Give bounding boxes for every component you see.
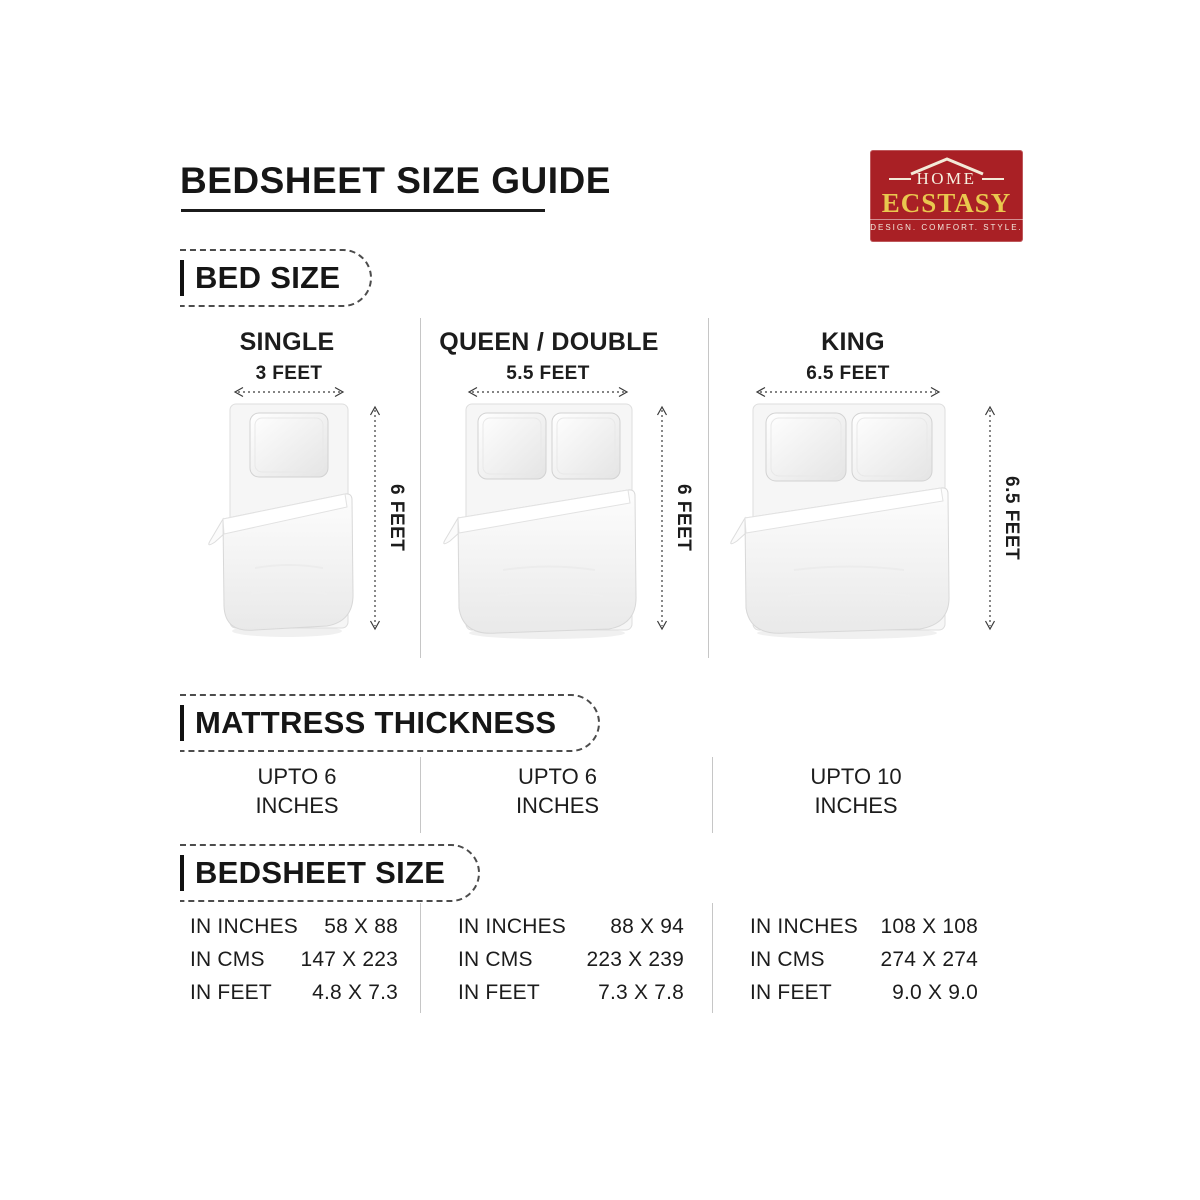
- table-row: [190, 976, 398, 1009]
- column-divider: [420, 757, 421, 833]
- column-divider: [420, 318, 421, 658]
- king-bed-illustration: [750, 400, 948, 640]
- row-value: 274 X 274: [880, 947, 978, 971]
- row-label: IN INCHES: [458, 914, 566, 938]
- column-divider: [712, 757, 713, 833]
- section-label-bed-size: BED SIZE: [195, 260, 341, 295]
- logo-home-line-right: [982, 178, 1004, 180]
- bed-width-label: 3 FEET: [255, 363, 323, 384]
- page-title: BEDSHEET SIZE GUIDE: [180, 160, 611, 201]
- table-row: [458, 976, 684, 1009]
- row-label: IN CMS: [458, 947, 533, 971]
- row-value: 147 X 223: [300, 947, 398, 971]
- bed-height-label-wrap: [672, 402, 694, 634]
- row-label: IN FEET: [190, 980, 272, 1004]
- logo-tagline: DESIGN. COMFORT. STYLE.: [866, 219, 1027, 232]
- height-arrow-icon: [369, 402, 381, 634]
- bed-height-label-wrap: [1000, 402, 1022, 634]
- table-row: [458, 910, 684, 943]
- section-header-bed-size: [180, 249, 372, 307]
- section-label-mattress-thickness: MATTRESS THICKNESS: [195, 705, 557, 740]
- row-label: IN INCHES: [750, 914, 858, 938]
- bed-width-label: 5.5 FEET: [506, 363, 590, 384]
- mattress-value-line2: INCHES: [255, 793, 339, 818]
- title-underline: [181, 209, 545, 212]
- single-bed-illustration: [227, 400, 351, 638]
- row-value: 108 X 108: [880, 914, 978, 938]
- bedsheet-table-column: [458, 910, 684, 1009]
- row-label: IN CMS: [750, 947, 825, 971]
- bed-type-label: KING: [821, 328, 885, 356]
- width-arrow-icon: [230, 386, 348, 398]
- logo-brand-name: ECSTASY: [881, 188, 1012, 218]
- mattress-value-line1: UPTO 6: [257, 764, 337, 789]
- row-label: IN FEET: [458, 980, 540, 1004]
- section-header-mattress-thickness: [180, 694, 600, 752]
- row-value: 88 X 94: [610, 914, 684, 938]
- table-row: [750, 976, 978, 1009]
- logo-home-line-left: [889, 178, 911, 180]
- row-label: IN FEET: [750, 980, 832, 1004]
- row-value: 4.8 X 7.3: [312, 980, 398, 1004]
- mattress-thickness-value: [180, 762, 414, 820]
- section-accent-bar: [180, 855, 184, 891]
- table-row: [190, 943, 398, 976]
- table-row: [190, 910, 398, 943]
- table-row: [750, 943, 978, 976]
- section-label-bedsheet-size: BEDSHEET SIZE: [195, 855, 446, 890]
- bed-height-label: 6 FEET: [673, 484, 694, 552]
- bed-height-label-wrap: [385, 402, 407, 634]
- mattress-value-line1: UPTO 10: [810, 764, 902, 789]
- mattress-thickness-value: [430, 762, 685, 820]
- bedsheet-table-column: [750, 910, 978, 1009]
- logo-home-row: [889, 169, 1003, 189]
- height-arrow-icon: [984, 402, 996, 634]
- section-header-bedsheet-size: [180, 844, 480, 902]
- home-ecstasy-logo: [870, 150, 1023, 242]
- bed-type-label: QUEEN / DOUBLE: [439, 328, 659, 356]
- mattress-value-line2: INCHES: [814, 793, 898, 818]
- table-row: [750, 910, 978, 943]
- section-accent-bar: [180, 260, 184, 296]
- row-value: 9.0 X 9.0: [892, 980, 978, 1004]
- row-value: 7.3 X 7.8: [598, 980, 684, 1004]
- mattress-value-line2: INCHES: [515, 793, 600, 818]
- bed-width-label: 6.5 FEET: [806, 363, 890, 384]
- width-arrow-icon: [752, 386, 944, 398]
- column-divider: [712, 903, 713, 1013]
- logo-home-text: HOME: [916, 169, 977, 188]
- bed-type-label: SINGLE: [239, 328, 335, 356]
- mattress-value-line1: UPTO 6: [517, 764, 598, 789]
- table-row: [458, 943, 684, 976]
- column-divider: [708, 318, 709, 658]
- section-accent-bar: [180, 705, 184, 741]
- bedsheet-table-column: [190, 910, 398, 1009]
- row-label: IN CMS: [190, 947, 265, 971]
- column-divider: [420, 903, 421, 1013]
- row-value: 223 X 239: [586, 947, 684, 971]
- height-arrow-icon: [656, 402, 668, 634]
- bed-height-label: 6.5 FEET: [1001, 475, 1022, 561]
- bed-height-label: 6 FEET: [386, 484, 407, 552]
- mattress-thickness-value: [720, 762, 992, 820]
- row-label: IN INCHES: [190, 914, 298, 938]
- width-arrow-icon: [464, 386, 632, 398]
- row-value: 58 X 88: [324, 914, 398, 938]
- queen-bed-illustration: [463, 400, 635, 640]
